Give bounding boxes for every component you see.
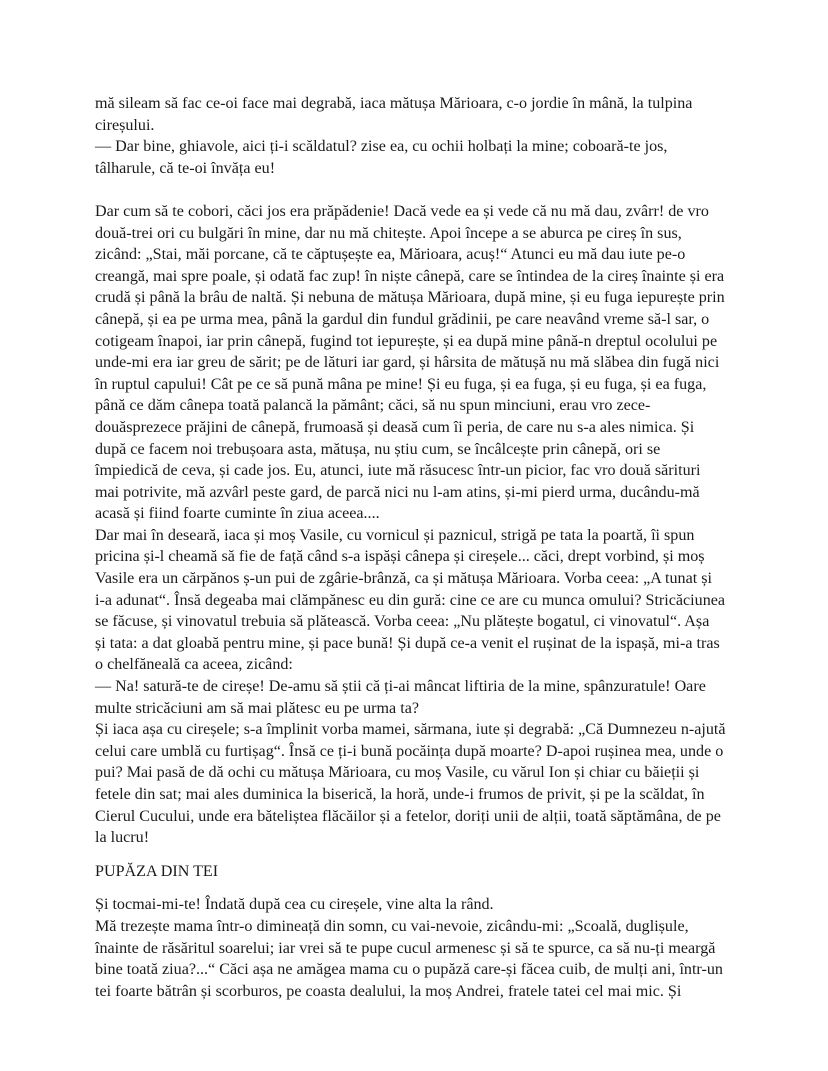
text-line: mai potrivite, mă azvârl peste gard, de parcă nici nu l-am atins, și-mi pierd urma, ducându-mă [95, 483, 700, 501]
text-line: o chelfăneală ca aceea, zicând: [95, 656, 293, 674]
text-line: celui care umblă cu furtișag“. Însă ce ți-i bună pocăința după moarte? D-apoi rușinea mea, unde o [95, 742, 724, 760]
text-line: crudă și până la brâu de naltă. Și nebuna de mătușa Mărioara, după mine, și eu fuga iepurește prin [95, 289, 725, 307]
text-line: — Na! satură-te de cireșe! De-amu să știi că ți-ai mâncat liftiria de la mine, spânzuratule! Oare [95, 678, 706, 696]
text-line: zicând: „Stai, măi porcane, că te căptușește ea, Mărioara, acuș!“ Atunci eu mă dau iute pe-o [95, 246, 686, 264]
text-line: Și tocmai-mi-te! Îndată după cea cu cireșele, vine alta la rând. [95, 896, 494, 914]
text-line: Dar cum să te cobori, căci jos era prăpădenie! Dacă vede ea și vede că nu mă dau, zvârr! de vro [95, 202, 709, 220]
paragraph-block-1 [95, 93, 745, 179]
text-line: Dar mai în deseară, iaca și moș Vasile, cu vornicul și paznicul, strigă pe tata la poartă, îi spun [95, 526, 695, 544]
text-line: Și iaca așa cu cireșele; s-a împlinit vorba mamei, sărmana, iute și degrabă: „Că Dumnezeu n-ajută [95, 721, 726, 739]
text-line: cireșului. [95, 116, 155, 134]
text-line: se făcuse, și vinovatul trebuia să plătească. Vorba ceea: „Nu plătește bogatul, ci vinovatul“. Așa [95, 613, 710, 631]
text-line: în ruptul capului! Cât pe ce să pună mâna pe mine! Și eu fuga, și ea fuga, și eu fuga, și ea fuga, [95, 375, 707, 393]
text-line: cotigeam înapoi, iar prin cânepă, fugind tot iepurește, și ea după mine până-n dreptul ocolului pe [95, 332, 718, 350]
document-page [95, 93, 745, 1002]
spacer [95, 882, 745, 894]
text-line: — Dar bine, ghiavole, aici ți-i scăldatul? zise ea, cu ochii holbați la mine; coboară-te jos, [95, 138, 668, 156]
text-line: fetele din sat; mai ales duminica la biserică, la horă, unde-i frumos de privit, și pe la scăldat, în [95, 786, 705, 803]
text-line: pui? Mai pasă de dă ochi cu mătușa Mărioara, cu moș Vasile, cu vărul Ion și chiar cu băieții și [95, 764, 700, 782]
text-line: după ce facem noi trebușoara asta, mătușa, nu știu cum, se încâlcește prin cânepă, ori se [95, 440, 661, 458]
section-heading: PUPĂZA DIN TEI [95, 862, 219, 880]
text-line: Vasile era un cărpănos ș-un pui de zgârie-brânză, ca și mătușa Mărioara. Vorba ceea: „A tunat și [95, 570, 712, 588]
spacer [95, 849, 745, 861]
text-line: Cierul Cucului, unde era băteliștea flăcăilor și a fetelor, doriți unii de alții, toată săptămâna, de pe [95, 807, 721, 825]
text-line: împiedică de ceva, și cade jos. Eu, atunci, iute mă răsucesc într-un picior, fac vro două sărituri [95, 462, 701, 480]
text-line: înainte de răsăritul soarelui; iar vrei să te pupe cucul armenesc și să te spurce, ca să nu-ți meargă [95, 939, 716, 957]
paragraph-block-3 [95, 894, 745, 1002]
text-line: două-trei ori cu bulgări în mine, dar nu mă chitește. Apoi începe a se aburca pe cireș în sus, [95, 224, 682, 242]
text-line: bine toată ziua?...“ Căci așa ne amăgea mama cu o pupăză care-și făcea cuib, de mulți ani, într-un [95, 961, 723, 979]
text-line: creangă, mai spre poale, și odată fac zup! în niște cânepă, care se întindea de la cireș înainte și era [95, 267, 725, 285]
text-line: la lucru! [95, 829, 150, 847]
text-line: unde-mi era iar greu de sărit; pe de lături iar gard, și hârsita de mătușă nu mă slăbea din fugă nici [95, 354, 720, 372]
text-line: pricina și-l cheamă să fie de față când s-a ispăși cânepa și cireșele... căci, drept vorbind, și moș [95, 548, 705, 566]
text-line: tei foarte bătrân și scorburos, pe coasta dealului, la moș Andrei, fratele tatei cel mai mic. Și [95, 982, 682, 1000]
text-line: mă sileam să fac ce-oi face mai degrabă, iaca mătușa Mărioara, c-o jordie în mână, la tulpina [95, 95, 693, 112]
text-line: acasă și fiind foarte cuminte în ziua aceea.... [95, 505, 380, 523]
text-line: Mă trezește mama într-o dimineață din somn, cu vai-nevoie, zicându-mi: „Scoală, duglișule, [95, 917, 689, 935]
text-line: cânepă, și ea pe urma mea, până la gardul din fundul grădinii, pe care neavând vreme să-l sar, o [95, 310, 710, 328]
text-line: douăsprezece prăjini de cânepă, frumoasă și deasă cum îi peria, de care nu s-a ales nimica. Și [95, 418, 695, 436]
text-line: până ce dăm cânepa toată palancă la pământ; căci, să nu spun minciuni, erau vro zece- [95, 397, 651, 415]
blank-line [95, 179, 745, 201]
paragraph-block-2 [95, 201, 745, 849]
text-line: și tata: a dat gloabă pentru mine, și pace bună! Și după ce-a venit el rușinat de la ispașă, mi-a tras [95, 634, 720, 652]
text-line: i-a adunat“. Însă degeaba mai clămpănesc eu din gură: cine ce are cu munca omului? Stricăciunea [95, 591, 726, 609]
text-line: multe stricăciuni am să mai plătesc eu pe urma ta? [95, 699, 419, 717]
text-line: tâlharule, că te-oi învăța eu! [95, 159, 276, 177]
